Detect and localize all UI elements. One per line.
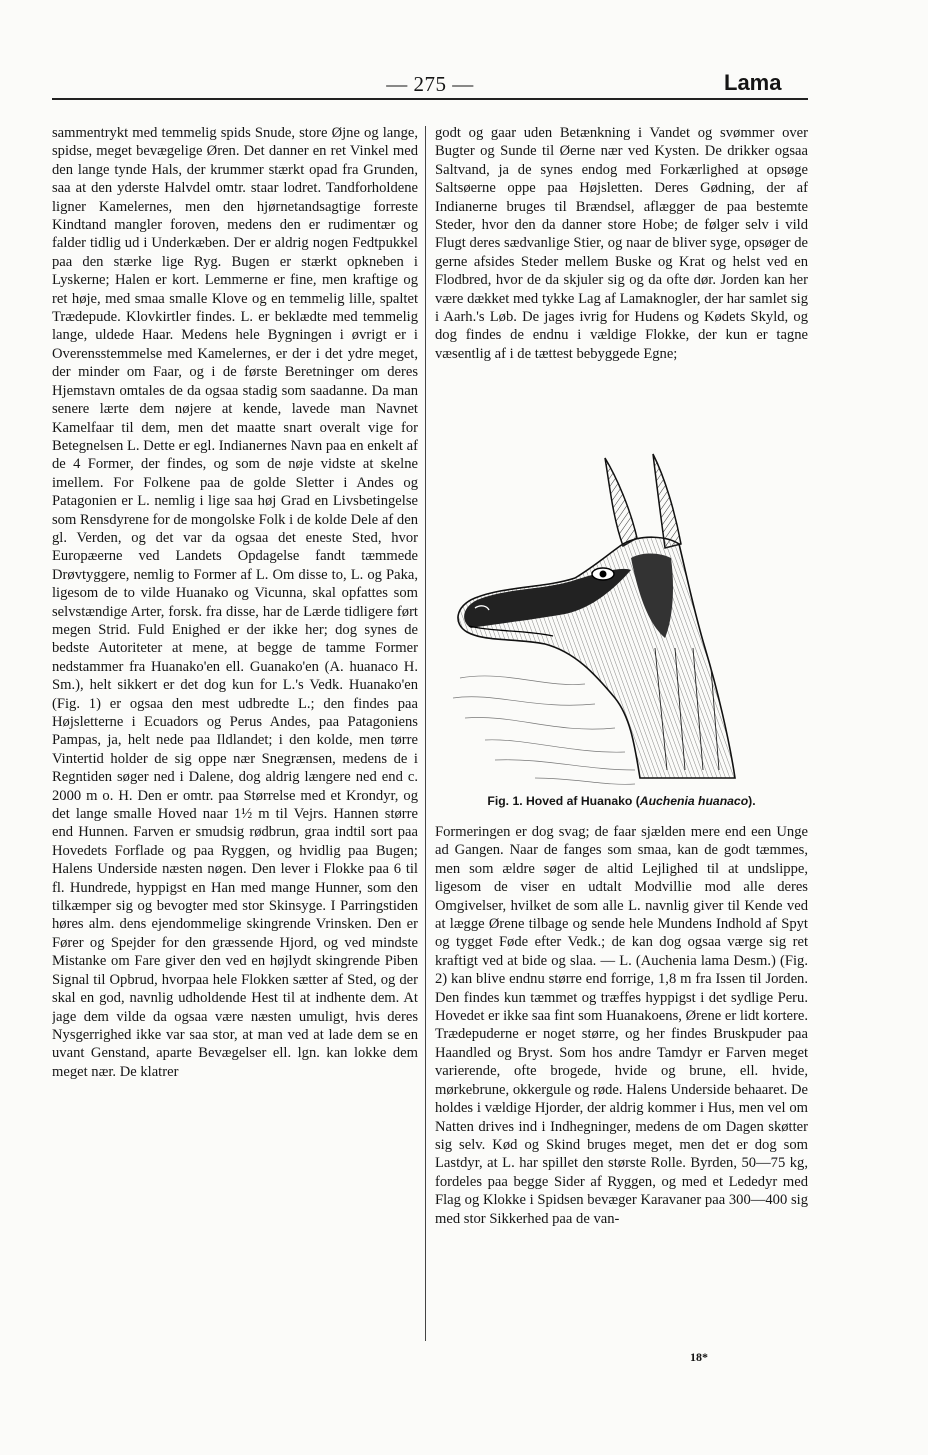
printer-signature: 18*	[690, 1350, 708, 1364]
right-column-bottom	[435, 823, 808, 1343]
caption-suffix: ).	[748, 794, 756, 808]
running-head: Lama	[724, 70, 782, 95]
figure-1	[435, 448, 808, 818]
right-column-top-text: godt og gaar uden Betænkning i Vandet og svømmer over Bugter og Sunde til Øerne nær ved Kysten. De drikker ogsaa Saltvand, ja de synes endog med Forkærlighed at opsøge Saltsøerne oppe paa Højsletten. Deres Gødning, der af Indianerne bruges til Brændsel, aflægger de paa bestemte Steder, hvor den da danner store Hobe; de følger selv i vild Flugt deres sædvanlige Stier, og naar de bliver syge, opsøger de gerne afsides Steder mellem Buske og Krat og helst ved en Flodbred, hvor de da skjuler sig og da ofte dør. Jorden kan her være dækket med tykke Lag af Lamaknogler, der har samlet sig i Aarh.'s Løb. De jages ivrig for Hudens og Kødets Skyld, og dog findes de endnu i vældige Flokke, der kun er tagne væsentlig af i de tættest bebyggede Egne;	[435, 125, 808, 362]
llama-head-illustration	[435, 448, 808, 793]
page-header	[0, 62, 928, 102]
caption-species: Auchenia huanaco	[639, 794, 749, 808]
caption-prefix: Fig. 1. Hoved af Huanako (	[487, 794, 640, 808]
right-column-bottom-text: Formeringen er dog svag; de faar sjælden mere end een Unge ad Gangen. Naar de fanges som smaa, kan de godt tæmmes, men som ældre søger de altid Lejlighed til at undslippe, ligesom de viser en udtalt Modvillie mod alle deres Omgivelser, hvilket de som alle L. navnlig giver til Kende ved at lægge Ørene tilbage og sende hele Mundens Indhold af Spyt og tygget Føde efter Vedk.; de kan dog ogsaa værge sig ret kraftigt ved at bide og slaa. — L. (Auchenia lama Desm.) (Fig. 2) kan blive endnu større end forrige, 1,8 m fra Issen til Jorden. Den findes kun tæmmet og træffes hyppigst i det sydlige Peru. Hovedet er ikke saa fint som Huanakoens, Ørene er lidt kortere. Trædepuderne er noget større, og her findes Bruskpuder paa Haandled og Bryst. Som hos andre Tamdyr er Farven meget varierende, ofte brogede, hvide og brune, ell. hvide, mørkebrune, okkergule og røde. Halens Underside behaaret. De holdes i vældige Hjorder, der aldrig kommer i Hus, men vel om Natten drives ind i Indhegninger, medens de om Dagen skøtter sig selv. Kød og Skind bruges meget, men det er dog som Lastdyr, at L. har spillet den største Rolle. Byrden, 50—75 kg, fordeles paa begge Sider af Ryggen, og med et Lededyr med Flag og Klokke i Spidsen bevæger Karavaner paa 300—400 sig med stor Sikkerhed paa de van-	[435, 824, 808, 1227]
column-divider	[425, 126, 426, 1341]
header-rule	[52, 98, 808, 100]
figure-caption	[435, 794, 808, 808]
right-column-top	[435, 124, 808, 442]
page-number: — 275 —	[386, 72, 474, 96]
left-column-text: sammentrykt med temmelig spids Snude, store Øjne og lange, spidse, meget bevægelige Øren. Det danner en ret Vinkel med den lange tynde Hals, der krummer stærkt opad fra Grunden, saa at den yderste Halvdel omtr. staar lodret. Tandforholdene ligner Kamelernes, men den hjørnetandsagtige forreste Kindtand mangler foroven, medens den er rudimentær og falder tidlig ud i Underkæben. Der er aldrig nogen Fedtpukkel paa den stærke lige Ryg. Bugen er stærkt opkneben i Lyskerne; Halen er kort. Lemmerne er fine, men kraftige og ret høje, med smaa smalle Klove og en temmelig lille, spaltet Trædepude. Klovkirtler findes. L. er beklædte med temmelig lange, uldede Haar. Medens hele Bygningen i øvrigt er i Overensstemmelse med Kamelernes, er der i det ydre meget, der minder om Faar, og i de første Beretninger om deres Hjemstavn omtales de da ogsaa stadig som saadanne. Da man senere lærte dem nøjere at kende, lavede man Navnet Kamelfaar til dem, men det maatte snart overalt vige for Betegnelsen L. Dette er egl. Indianernes Navn paa en enkelt af de 4 Former, der findes, og som de nøje vidste at skelne imellem. For Folkene paa de golde Sletter i Andes og Patagonien er L. nemlig i lige saa høj Grad en Livsbetingelse som Rensdyrene for de mongolske Folk i de kolde Dele af den gl. Verden, og det var da ogsaa det eneste Sted, hvor Europæerne ved Landets Opdagelse fandt tæmmede Drøvtyggere, nemlig to Former af L. Om disse to, L. og Paka, ligesom de to vilde Huanako og Vicunna, skal opfattes som selvstændige Arter, forsk. fra disse, har de Lærde tidligere ført megen Strid. Fuld Enighed er der ikke her; dog synes de bedste Autoriteter at mene, at begge de tamme Former nedstammer fra Huanako'en ell. Guanako'en (A. huanaco H. Sm.), helt sikkert er det dog kun for L.'s Vedk. Huanako'en (Fig. 1) er ogsaa den mest udbredte L.; den findes paa Højsletterne i Ecuadors og Perus Andes, paa Patagoniens Pampas, ja, helt nede paa Ildlandet; i den kolde, men tørre Vintertid holder de sig oppe nær Snegrænsen, medens de i Regntiden søger ned i Dalene, dog aldrig længere ned end c. 2000 m o. H. Den er omtr. paa Størrelse med et Krondyr, og det lange smalle Hoved naar 1½ m til Vejrs. Hannen større end Hunnen. Farven er smudsig rødbrun, graa indtil sort paa Hovedets Forflade og paa Ryggen, og hvidlig paa Bugen; Halens Underside næsten nøgen. Den lever i Flokke paa 6 til fl. Hundrede, hyppigst en Han med mange Hunner, som den tilkæmper sig og bevogter med stor Skinsyge. I Parringstiden høres alm. dens ejendommelige skingrende Vrinsken. Den er Fører og Spejder for den græssende Hjord, og ved mindste Mistanke om Fare giver den ved en højlydt skingrende Piben Signal til Opbrud, hvorpaa hele Flokken sætter af Sted, og der skal en god, navnlig udholdende Hest til at indhente dem. At jage dem vilde da ogsaa være næsten umuligt, hvis deres Nysgerrighed ikke var saa stor, at man ved at lade dem se en uvant Genstand, aparte Bevægelser ell. lgn. kan lokke dem meget nær. De klatrer	[52, 125, 418, 1080]
left-column	[52, 124, 418, 1346]
